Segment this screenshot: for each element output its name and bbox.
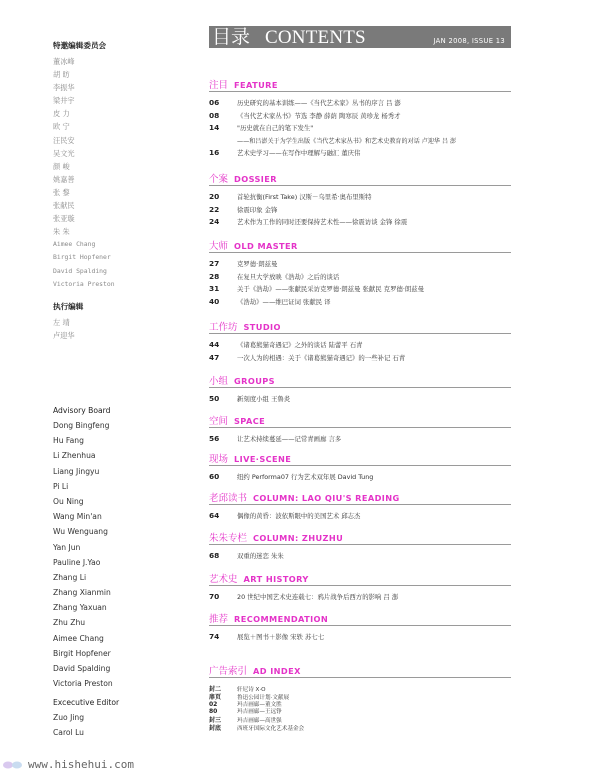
header-en: CONTENTS [265, 27, 366, 48]
entry-title: 艺术史学习——在写作中理解与融汇 董庆伟 [237, 149, 361, 157]
page-number: 31 [209, 284, 220, 293]
exec-editor-name: 卢迎华 [53, 330, 75, 340]
toc-section [209, 663, 511, 731]
page-number: 80 [209, 708, 218, 716]
executive-editor [53, 695, 193, 740]
page-number: 20 [209, 192, 220, 201]
page-number: 40 [209, 296, 220, 306]
toc-section [209, 319, 511, 365]
section-title-cn: 现场 [209, 454, 229, 465]
toc-entry [209, 192, 511, 205]
entry-title: 轩尼诗 X·O [237, 687, 266, 693]
toc-section [209, 171, 511, 230]
section-header [209, 373, 511, 388]
toc-entry [209, 394, 511, 407]
section-header [209, 77, 511, 92]
toc-entry [209, 707, 511, 715]
section-title-en: LIVE·SCENE [234, 454, 292, 464]
advisory-member: David Spalding [53, 664, 111, 673]
section-title-cn: 大师 [209, 241, 229, 252]
page-number: 28 [209, 271, 220, 281]
toc-section [209, 77, 511, 161]
entry-title: 历史研究的基本训练——《当代艺术家》丛书的序言 吕 澎 [237, 99, 401, 107]
advisory-member: Yan Jun [53, 542, 81, 552]
advisory-member: Liang Jingyu [53, 466, 100, 476]
header-cn: 目录 [212, 26, 251, 48]
toc-entry [209, 111, 511, 124]
toc-section [209, 373, 511, 407]
section-title-cn: 广告索引 [209, 666, 248, 677]
entry-title: 克罗德·朗兹曼 [237, 260, 278, 268]
committee-member: 张亚璇 [53, 214, 75, 224]
committee-member: 梁井宇 [53, 96, 75, 106]
toc-entry [209, 692, 511, 700]
section-entries [209, 551, 511, 564]
section-header [209, 571, 511, 586]
advisory-member: Wang Min'an [53, 512, 102, 522]
section-title-en: SPACE [234, 416, 266, 426]
page-number: 68 [209, 551, 220, 560]
advisory-member: Zhu Zhu [53, 618, 86, 628]
entry-title: 玛吉画廊—王远铮 [237, 709, 282, 716]
section-title-cn: 朱朱专栏 [209, 533, 248, 544]
section-title-cn: 推荐 [209, 614, 229, 625]
entry-title: 《诸葛熊猫奇遇记》之外的谈话 陆蕾平 石青 [237, 341, 363, 349]
issue-label: JAN 2008, ISSUE 13 [433, 37, 505, 45]
page-number: 50 [209, 394, 220, 403]
advisory-member: Ou Ning [53, 496, 84, 506]
section-title-en: RECOMMENDATION [234, 614, 329, 624]
page-number: 封二 [209, 686, 222, 693]
entry-title: 艺术作为工作的同时还要保持艺术性——徐震访谈 金锋 徐震 [237, 218, 408, 226]
section-title-en: DOSSIER [234, 174, 277, 184]
section-title-en: ART HISTORY [243, 574, 309, 584]
section-header [209, 238, 511, 253]
toc-entry [209, 123, 511, 136]
executive-title: Excecutive Editor [53, 698, 120, 707]
committee-member: 张 黎 [53, 187, 70, 197]
committee-member: 姚嘉善 [53, 174, 75, 184]
section-title-cn: 小组 [209, 376, 229, 387]
committee-member: David Spalding [53, 266, 107, 275]
page-number: 70 [209, 592, 220, 601]
section-title-en: OLD MASTER [234, 241, 298, 251]
entry-title: 一次人为的相遇：关于《诸葛熊猫奇遇记》的一些补记 石青 [237, 353, 406, 362]
section-header [209, 319, 511, 334]
committee-member: 朱 朱 [53, 227, 70, 237]
entry-title: 在复旦大学放映《浩劫》之后的谈话 [237, 272, 340, 281]
toc-entry [209, 98, 511, 111]
entry-title: 玛吉画廊—董文胜 [237, 701, 282, 708]
toc-entry [209, 551, 511, 564]
toc-entry [209, 205, 511, 218]
section-header [209, 490, 511, 505]
section-title-cn: 艺术史 [209, 574, 238, 585]
page-number: 16 [209, 148, 220, 157]
committee-member: 欧 宁 [53, 122, 70, 132]
section-title-en: STUDIO [243, 322, 281, 332]
toc-entry [209, 136, 511, 149]
toc-section [209, 611, 511, 645]
advisory-title: Advisory Board [53, 406, 111, 415]
toc-entry [209, 353, 511, 366]
section-title-cn: 老邱读书 [209, 493, 248, 504]
toc-entry [209, 148, 511, 161]
section-entries [209, 259, 511, 309]
contents-header [209, 26, 511, 48]
page-number: 44 [209, 340, 220, 349]
section-header [209, 451, 511, 466]
entry-title: 首轮抗衡(First Take) 汉斯－乌里希·奥布里斯特 [237, 193, 372, 201]
toc-entry [209, 340, 511, 353]
entry-title: 西班牙国际文化艺术基金会 [237, 725, 305, 732]
committee-member: 吴文光 [53, 148, 75, 158]
watermark [2, 758, 134, 771]
entry-title: ——和吕澎关于为学生出版《当代艺术家丛书》和艺术史教育的对话 卢迎华 吕 澎 [237, 137, 457, 145]
section-entries [209, 98, 511, 161]
toc-entry [209, 472, 511, 485]
entry-title: 徐震印象 金锋 [237, 205, 278, 214]
committee-member: Birgit Hopfener [53, 253, 111, 262]
executive-editor-name: Carol Lu [53, 728, 84, 738]
entry-title: "历史就在自己的笔下发生" [237, 124, 314, 132]
section-title-en: COLUMN: LAO QIU'S READING [253, 493, 400, 503]
section-title-cn: 个案 [209, 174, 229, 185]
page-number: 08 [209, 110, 220, 120]
advisory-member: Li Zhenhua [53, 451, 96, 461]
section-entries [209, 592, 511, 605]
advisory-member: Aimee Chang [53, 633, 104, 643]
page-number: 74 [209, 632, 220, 641]
advisory-member: Zhang Li [53, 572, 87, 582]
committee-member: 李振华 [53, 83, 75, 93]
section-entries [209, 472, 511, 485]
page-number: 06 [209, 98, 220, 107]
toc-section [209, 490, 511, 524]
committee-member: 颜 峻 [53, 161, 70, 171]
toc-entry [209, 723, 511, 731]
section-title-en: GROUPS [234, 376, 275, 386]
section-title-en: COLUMN: ZHUZHU [253, 533, 344, 543]
page-number: 60 [209, 472, 220, 481]
section-header [209, 611, 511, 626]
page-number: 封三 [209, 717, 222, 725]
toc-entry [209, 511, 511, 524]
entry-title: 偶像的黄昏：波依斯眼中的美国艺术 邱志杰 [237, 512, 361, 520]
toc-section [209, 238, 511, 309]
page-number: 封底 [209, 724, 222, 732]
toc-entry [209, 700, 511, 708]
section-header [209, 663, 511, 678]
advisory-member: Victoria Preston [53, 679, 113, 689]
page-number: 02 [209, 700, 218, 708]
toc-entry [209, 297, 511, 310]
entry-title: 双重的迷恋 朱朱 [237, 552, 284, 560]
committee-title: 特邀编辑委员会 [53, 41, 107, 50]
page-number: 47 [209, 352, 220, 362]
advisory-member: Pi Li [53, 481, 69, 491]
section-header [209, 413, 511, 428]
section-title-cn: 工作坊 [209, 322, 238, 333]
entry-title: 鲁迅公园计划·文献展 [237, 694, 290, 701]
committee-member: 汪民安 [53, 135, 75, 145]
toc-section [209, 571, 511, 605]
entry-title: 玛吉画廊—高世强 [237, 718, 282, 725]
committee-member: 胡 昉 [53, 70, 70, 80]
advisory-board [53, 406, 193, 691]
toc-section [209, 530, 511, 564]
committee-member: Aimee Chang [53, 240, 96, 249]
section-entries [209, 684, 511, 731]
site-logo-icon [2, 760, 24, 770]
page-number: 24 [209, 217, 220, 226]
section-entries [209, 632, 511, 645]
page-number: 14 [209, 123, 220, 132]
page-number: 27 [209, 259, 220, 268]
committee-member: Victoria Preston [53, 279, 115, 288]
toc-section [209, 451, 511, 485]
advisory-member: Dong Bingfeng [53, 421, 110, 430]
section-entries [209, 192, 511, 230]
toc-entry [209, 284, 511, 297]
toc-entry [209, 272, 511, 285]
toc-entry [209, 684, 511, 692]
watermark-text: www.hishehui.com [28, 758, 134, 771]
page-number: 22 [209, 204, 220, 214]
section-entries [209, 394, 511, 407]
toc-entry [209, 632, 511, 645]
entry-title: 纽约 Performa07 行为艺术双年展 David Tung [237, 473, 374, 481]
page-number: 56 [209, 434, 220, 443]
page-number: 64 [209, 511, 220, 520]
advisory-member: Hu Fang [53, 436, 84, 446]
toc-entry [209, 217, 511, 230]
entry-title: 新刻度小组 王鲁炎 [237, 395, 291, 403]
editorial-committee [53, 40, 193, 342]
toc-section [209, 413, 511, 447]
entry-title: 让艺术持续蔓延——记常青画廊 言多 [237, 435, 342, 443]
entry-title: 《当代艺术家丛书》节选 李静 薛荫 陶寒辰 黄珍龙 杨秀才 [237, 111, 401, 120]
toc-entry [209, 715, 511, 723]
committee-member: 皮 力 [53, 109, 70, 119]
advisory-member: Wu Wenguang [53, 527, 108, 537]
executive-editor-name: Zuo Jing [53, 713, 85, 722]
section-entries [209, 511, 511, 524]
entry-title: 20 世纪中国艺术史连载七：鸦片战争后西方的影响 吕 澎 [237, 593, 399, 601]
section-title-cn: 空间 [209, 416, 229, 427]
section-entries [209, 340, 511, 365]
advisory-member: Birgit Hopfener [53, 648, 111, 658]
section-entries [209, 434, 511, 447]
section-header [209, 171, 511, 186]
advisory-member: Zhang Xianmin [53, 588, 111, 598]
entry-title: 《浩劫》——维巴证词 张献民 译 [237, 297, 331, 306]
toc-entry [209, 259, 511, 272]
exec-editor-title: 执行编辑 [53, 301, 84, 311]
advisory-member: Pauline J.Yao [53, 557, 101, 567]
entry-title: 展览＋图书＋影像 宋轶 苏七七 [237, 633, 325, 641]
section-header [209, 530, 511, 545]
exec-editor-name: 左 靖 [53, 317, 70, 327]
entry-title: 关于《浩劫》——张献民采访克罗德·朗兹曼 张献民 克罗德·朗兹曼 [237, 285, 425, 293]
section-title-en: FEATURE [234, 80, 278, 90]
toc-entry [209, 434, 511, 447]
committee-member: 张献民 [53, 201, 75, 211]
section-title-en: AD INDEX [253, 666, 301, 676]
toc-entry [209, 592, 511, 605]
section-title-cn: 注目 [209, 80, 229, 91]
advisory-member: Zhang Yaxuan [53, 603, 107, 613]
page-number: 扉页 [209, 693, 222, 701]
committee-member: 董冰峰 [53, 57, 75, 66]
